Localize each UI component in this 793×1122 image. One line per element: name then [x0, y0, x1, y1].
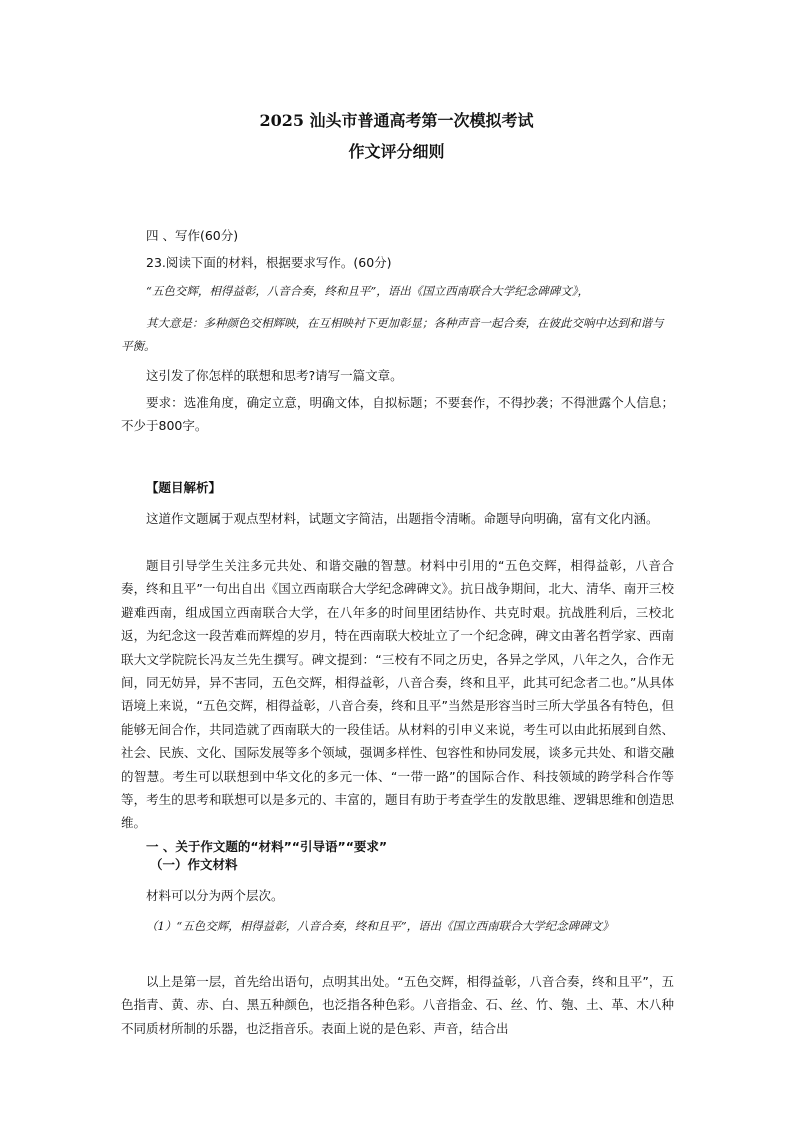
document-subtitle: 作文评分细则 — [348, 142, 445, 161]
analysis-heading: 【题目解析】 — [146, 480, 222, 495]
question-section: 四 、写作(60分) — [146, 228, 239, 243]
section-intro: 材料可以分为两个层次。 — [146, 888, 284, 903]
question-prompt: 这引发了你怎样的联想和思考?请写一篇文章。 — [146, 368, 403, 383]
question-stem: 23.阅读下面的材料，根据要求写作。(60分) — [146, 255, 392, 270]
question-gloss: 其大意是：多种颜色交相辉映，在互相映衬下更加彰显；各种声音一起合奏，在彼此交响中达到和谐与平衡。 — [121, 316, 664, 353]
section-paragraph: 以上是第一层，首先给出语句，点明其出处。“五色交辉，相得益彰，八音合奏，终和且平”，五色指青、黄、赤、白、黑五种颜色，也泛指各种色彩。八音指金、石、丝、竹、匏、土、革、木八种不同质材所制的乐器，也泛指音乐。表面上说的是色彩、声音，结合出 — [121, 974, 674, 1036]
analysis-paragraph-1: 这道作文题属于观点型材料，试题文字简洁，出题指令清晰。命题导向明确，富有文化内涵。 — [146, 511, 659, 526]
material-item-1: （1）“五色交辉，相得益彰，八音合奏，终和且平”，语出《国立西南联合大学纪念碑碑文》 — [146, 919, 614, 933]
document-title: 2025 汕头市普通高考第一次模拟考试 — [259, 111, 534, 130]
subsection-heading: （一）作文材料 — [150, 857, 238, 872]
analysis-paragraph-2: 题目引导学生关注多元共处、和谐交融的智慧。材料中引用的“五色交辉，相得益彰，八音合奏，终和且平”一句出自出《国立西南联合大学纪念碑碑文》。抗日战争期间，北大、清华、南开三校避难西南，组成国立西南联合大学，在八年多的时间里团结协作、共克时艰。抗战胜利后，三校北返，为纪念这一段苦难而辉煌的岁月，特在西南联大校址立了一个纪念碑，碑文由著名哲学家、西南联大文学院院长冯友兰先生撰写。碑文提到：“三校有不同之历史，各异之学风，八年之久，合作无间，同无妨异，异不害同，五色交辉，相得益彰，八音合奏，终和且平，此其可纪念者二也。”从具体语境上来说，“五色交辉，相得益彰，八音合奏，终和且平”当然是形容当时三所大学虽各有特色，但能够无间合作，共同造就了西南联大的一段佳话。从材料的引申义来说，考生可以由此拓展到自然、社会、民族、文化、国际发展等多个领域，强调多样性、包容性和协同发展，谈多元共处、和谐交融的智慧。考生可以联想到中华文化的多元一体、“一带一路”的国际合作、科技领域的跨学科合作等等，考生的思考和联想可以是多元的、丰富的，题目有助于考查学生的发散思维、逻辑思维和创造思维。 — [121, 558, 674, 831]
section-heading: 一 、关于作文题的“材料”“引导语”“要求” — [146, 839, 388, 854]
question-requirements: 要求：选准角度，确定立意，明确文体，自拟标题；不要套作，不得抄袭；不得泄露个人信息；不少于800字。 — [121, 395, 674, 434]
question-quote: “五色交辉，相得益彰，八音合奏，终和且平”，语出《国立西南联合大学纪念碑碑文》， — [146, 284, 590, 298]
